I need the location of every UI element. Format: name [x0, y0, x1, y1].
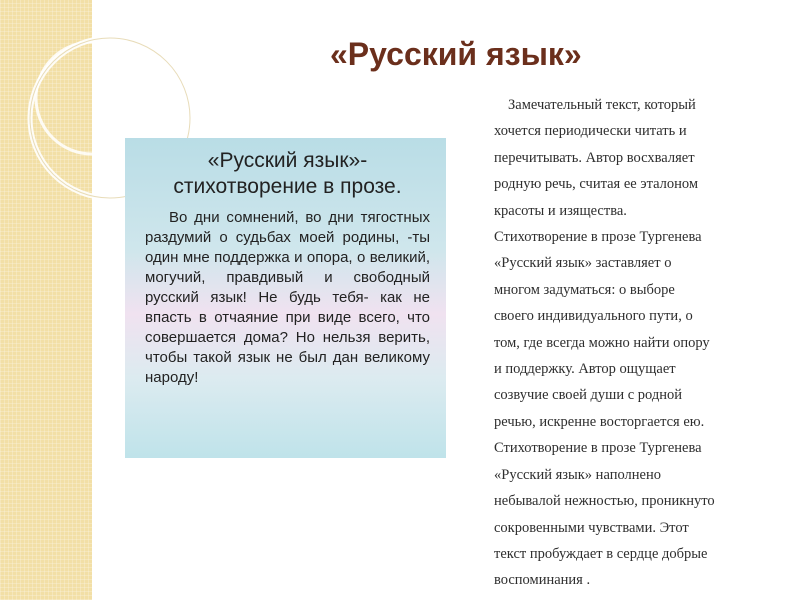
body-paragraph — [494, 92, 774, 594]
body-line: том, где всегда можно найти опору — [494, 334, 710, 351]
body-line: созвучие своей души с родной — [494, 387, 683, 404]
body-line: Стихотворение в прозе Тургенева — [494, 440, 702, 457]
body-line: «Русский язык» наполнено — [494, 466, 661, 483]
body-line: Стихотворение в прозе Тургенева — [494, 229, 702, 246]
body-line: и поддержку. Автор ощущает — [494, 361, 676, 378]
decorative-side-band — [0, 0, 92, 600]
body-line: Замечательный текст, который — [508, 97, 696, 113]
body-line: воспоминания . — [494, 572, 591, 589]
body-line: родную речь, считая ее эталоном — [494, 176, 699, 193]
slide-title: «Русский язык» — [330, 36, 582, 72]
body-line: текст пробуждает в сердце добрые — [494, 545, 708, 562]
body-line: сокровенными чувствами. Этот — [494, 519, 689, 536]
poem-heading-line-2: стихотворение в прозе. — [173, 175, 402, 198]
poem-image — [125, 138, 446, 458]
body-line: своего индивидуального пути, о — [494, 308, 693, 325]
body-line: небывалой нежностью, проникнуто — [494, 493, 715, 510]
poem-heading-line-1: «Русский язык»- — [207, 149, 368, 172]
body-line: перечитывать. Автор восхваляет — [494, 149, 695, 166]
body-line: хочется периодически читать и — [494, 123, 687, 140]
poem-image-heading — [145, 148, 430, 200]
body-line: красоты и изящества. — [494, 202, 627, 219]
body-line: речью, искренне восторгается ею. — [494, 413, 705, 430]
body-line: «Русский язык» заставляет о — [494, 255, 672, 272]
body-line: многом задуматься: о выборе — [494, 281, 675, 298]
poem-quote: Во дни сомнений, во дни тягостных раздумий о судьбах моей родины, -ты один мне поддержка и опора, о великий, могучий, правдивый и свободный русский язык! Не будь тебя- как не впасть в отчаяние при виде всего, что совершается дома? Но нельзя верить, чтобы такой язык не был дан великому народу! — [145, 209, 430, 386]
